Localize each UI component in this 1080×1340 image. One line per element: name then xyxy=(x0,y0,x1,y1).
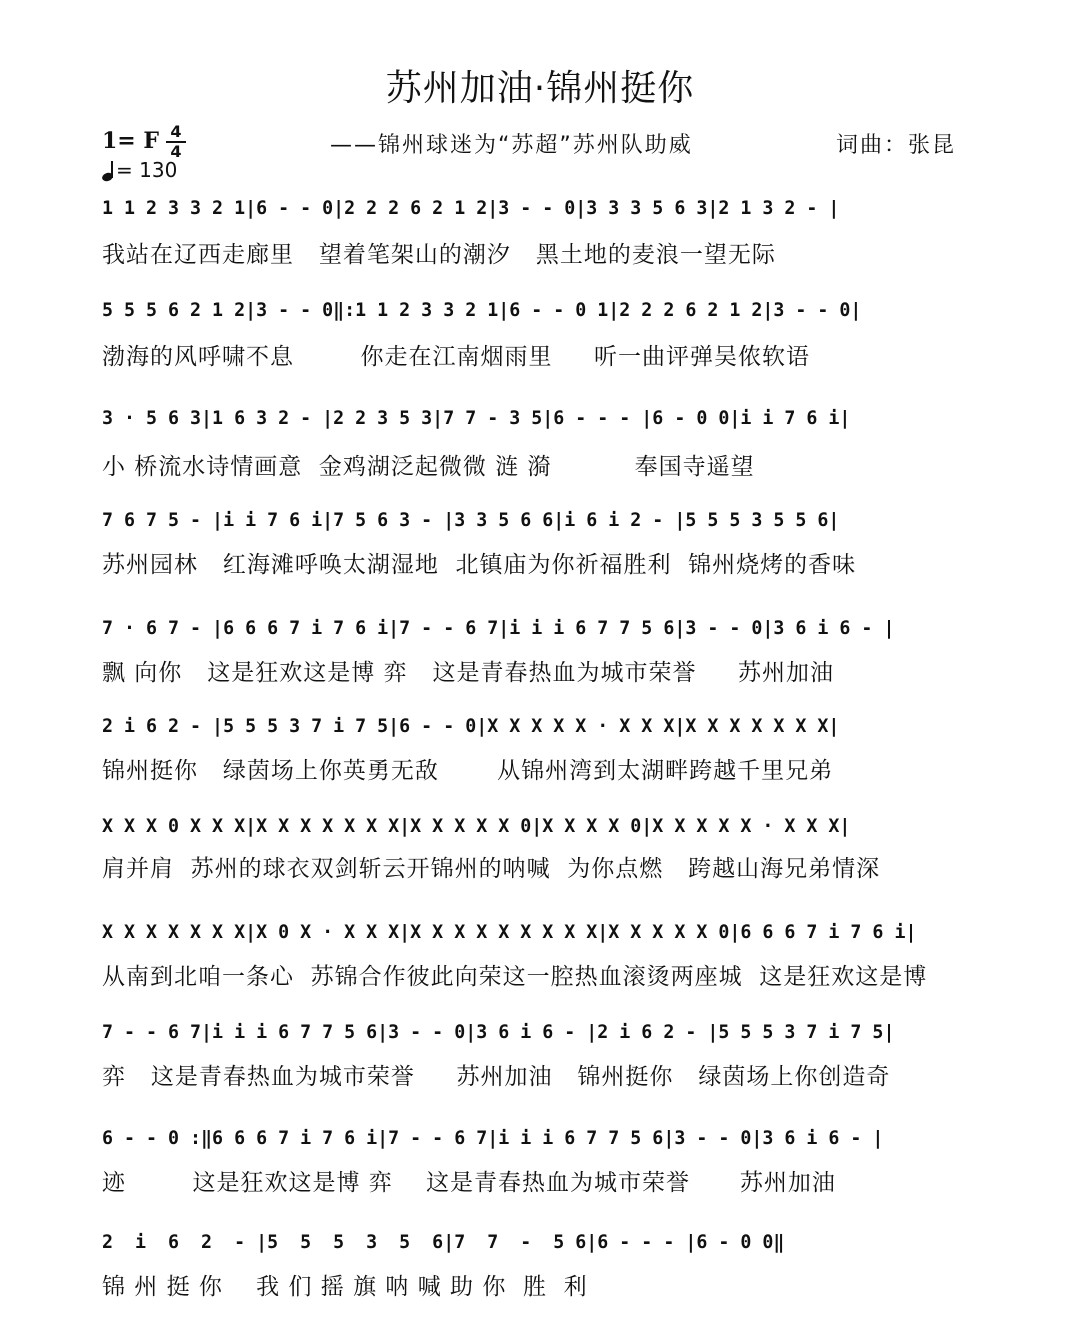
lyrics-line-2: 渤海的风呼啸不息 你走在江南烟雨里 听一曲评弹吴侬软语 xyxy=(102,344,811,370)
notation-line-4: 7 6 7 5 - |i i 7 6 i|7 5 6 3 - |3 3 5 6 6|i 6 i 2 - |5 5 5 3 5 5 6| xyxy=(102,510,840,531)
lyrics-line-8: 从南到北咱一条心 苏锦合作彼此向荣这一腔热血滚烫两座城 这是狂欢这是博 xyxy=(102,964,928,990)
lyrics-line-11: 锦 州 挺 你 我 们 摇 旗 呐 喊 助 你 胜 利 xyxy=(102,1274,588,1300)
notation-line-11: 2 i 6 2 - |5 5 5 3 5 6|7 7 - 5 6|6 - - - |6 - 0 0‖ xyxy=(102,1232,785,1253)
lyrics-line-5: 飘 向你 这是狂欢这是博 弈 这是青春热血为城市荣誉 苏州加油 xyxy=(102,660,835,686)
lyrics-line-4: 苏州园林 红海滩呼唤太湖湿地 北镇庙为你祈福胜利 锦州烧烤的香味 xyxy=(102,552,857,578)
lyrics-line-1: 我站在辽西走廊里 望着笔架山的潮汐 黑土地的麦浪一望无际 xyxy=(102,242,776,268)
tempo-value: = 130 xyxy=(116,158,178,182)
lyrics-line-10: 迹 这是狂欢这是博 弈 这是青春热血为城市荣誉 苏州加油 xyxy=(102,1170,836,1196)
key-signature: 1= F xyxy=(102,128,160,154)
song-title: 苏州加油·锦州挺你 xyxy=(385,68,695,109)
time-signature-bottom: 4 xyxy=(170,142,182,161)
lyrics-line-6: 锦州挺你 绿茵场上你英勇无敌 从锦州湾到太湖畔跨越千里兄弟 xyxy=(102,758,834,784)
notation-line-2: 5 5 5 6 2 1 2|3 - - 0‖:1 1 2 3 3 2 1|6 - - 0 1|2 2 2 6 2 1 2|3 - - 0| xyxy=(102,300,862,321)
song-subtitle: ——锦州球迷为“苏超”苏州队助威 xyxy=(330,133,693,158)
lyrics-line-3: 小 桥流水诗情画意 金鸡湖泛起微微 涟 漪 奉国寺遥望 xyxy=(102,454,755,480)
notation-line-6: 2 i 6 2 - |5 5 5 3 7 i 7 5|6 - - 0|X X X X X · X X X|X X X X X X X| xyxy=(102,716,840,737)
lyrics-line-7: 肩并肩 苏州的球衣双剑斩云开锦州的呐喊 为你点燃 跨越山海兄弟情深 xyxy=(102,856,881,882)
notation-line-9: 7 - - 6 7|i i i 6 7 7 5 6|3 - - 0|3 6 i 6 - |2 i 6 2 - |5 5 5 3 7 i 7 5| xyxy=(102,1022,895,1043)
time-signature-top: 4 xyxy=(170,122,182,141)
tempo-marking xyxy=(102,158,177,182)
quarter-note-icon xyxy=(102,161,116,181)
notation-line-7: X X X 0 X X X|X X X X X X X|X X X X X 0|X X X X 0|X X X X X · X X X| xyxy=(102,816,851,837)
composer-credit: 词曲：张昆 xyxy=(836,133,957,158)
notation-line-5: 7 · 6 7 - |6 6 6 7 i 7 6 i|7 - - 6 7|i i i 6 7 7 5 6|3 - - 0|3 6 i 6 - | xyxy=(102,618,895,639)
notation-line-3: 3 · 5 6 3|1 6 3 2 - |2 2 3 5 3|7 7 - 3 5|6 - - - |6 - 0 0|i i 7 6 i| xyxy=(102,408,851,429)
notation-line-1: 1 1 2 3 3 2 1|6 - - 0|2 2 2 6 2 1 2|3 - - 0|3 3 3 5 6 3|2 1 3 2 - | xyxy=(102,198,840,219)
lyrics-line-9: 弈 这是青春热血为城市荣誉 苏州加油 锦州挺你 绿茵场上你创造奇 xyxy=(102,1064,891,1090)
notation-line-8: X X X X X X X|X 0 X · X X X|X X X X X X X X X|X X X X X 0|6 6 6 7 i 7 6 i| xyxy=(102,922,917,943)
time-signature xyxy=(166,124,186,160)
notation-line-10: 6 - - 0 :‖6 6 6 7 i 7 6 i|7 - - 6 7|i i i 6 7 7 5 6|3 - - 0|3 6 i 6 - | xyxy=(102,1128,884,1149)
